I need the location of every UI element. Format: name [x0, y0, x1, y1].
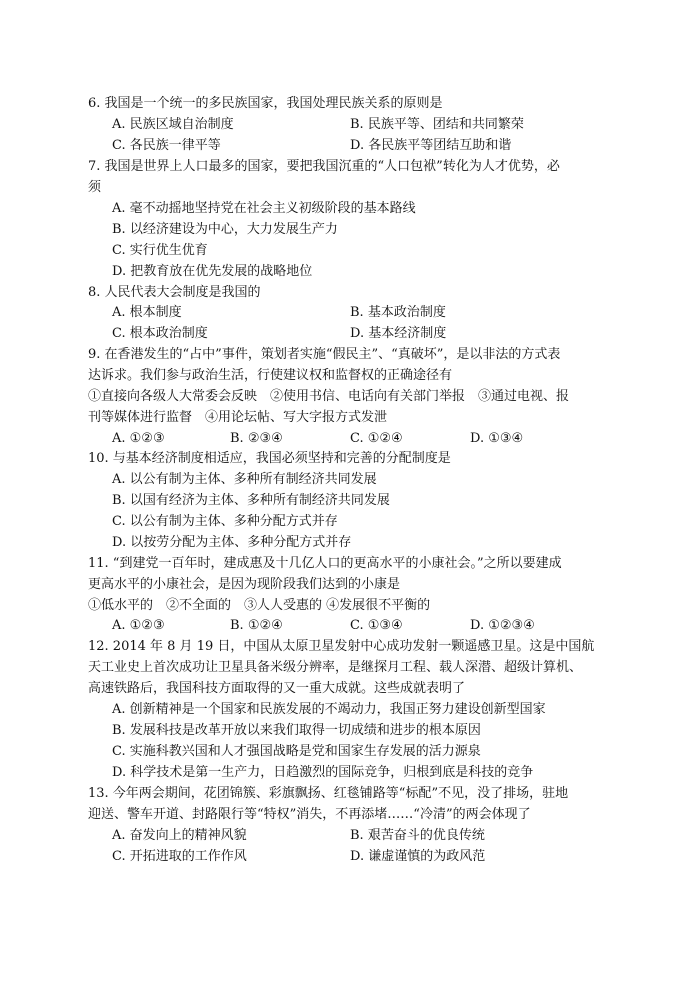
question-13-option-a: A. 奋发向上的精神风貌	[112, 828, 247, 843]
question-12-stem-line-3: 高速铁路后，我国科技方面取得的又一重大成就。这些成就表明了	[88, 681, 466, 696]
question-9-option-c: C. ①②④	[350, 431, 403, 446]
question-7-option-d: D. 把教育放在优先发展的战略地位	[112, 264, 313, 279]
question-11-stem-line-3: ①低水平的 ②不全面的 ③人人受惠的 ④发展很不平衡的	[88, 598, 431, 613]
question-12-stem-line-1: 12. 2014 年 8 月 19 日，中国从太原卫星发射中心成功发射一颗遥感卫星。这是中国航	[88, 639, 595, 654]
question-8-option-c: C. 根本政治制度	[112, 326, 208, 341]
question-11-option-d: D. ①②③④	[470, 618, 535, 633]
question-13-stem-line-1: 13. 今年两会期间，花团锦簇、彩旗飘扬、红毯铺路等“标配”不见，没了排场，驻地	[88, 786, 569, 801]
question-6-option-c: C. 各民族一律平等	[112, 138, 221, 153]
question-12-option-d: D. 科学技术是第一生产力，日趋激烈的国际竞争，归根到底是科技的竞争	[112, 765, 534, 780]
question-11-stem-line-1: 11. “到建党一百年时，建成惠及十几亿人口的更高水平的小康社会。”之所以要建成	[88, 556, 562, 571]
question-9-stem-line-3: ①直接向各级人大常委会反映 ②使用书信、电话向有关部门举报 ③通过电视、报	[88, 389, 570, 404]
question-11-option-b: B. ①②④	[230, 618, 283, 633]
question-9-option-b: B. ②③④	[230, 431, 283, 446]
question-11-stem-line-2: 更高水平的小康社会，是因为现阶段我们达到的小康是	[88, 577, 401, 592]
question-12-option-a: A. 创新精神是一个国家和民族发展的不竭动力，我国正努力建设创新型国家	[112, 702, 546, 717]
question-12-option-b: B. 发展科技是改革开放以来我们取得一切成绩和进步的根本原因	[112, 723, 481, 738]
question-13-option-c: C. 开拓进取的工作作风	[112, 849, 247, 864]
question-12-option-c: C. 实施科教兴国和人才强国战略是党和国家生存发展的活力源泉	[112, 744, 481, 759]
question-7-option-c: C. 实行优生优育	[112, 243, 208, 258]
question-13-option-b: B. 艰苦奋斗的优良传统	[350, 828, 485, 843]
question-10-stem-line-1: 10. 与基本经济制度相适应，我国必须坚持和完善的分配制度是	[88, 451, 451, 466]
question-10-option-b: B. 以国有经济为主体、多种所有制经济共同发展	[112, 493, 390, 508]
question-11-option-c: C. ①③④	[350, 618, 403, 633]
question-9-stem-line-1: 9. 在香港发生的“占中”事件，策划者实施“假民主”、“真破坏”，是以非法的方式表	[88, 347, 561, 362]
question-6-stem-line-1: 6. 我国是一个统一的多民族国家，我国处理民族关系的原则是	[88, 96, 443, 111]
question-7-stem-line-2: 须	[88, 180, 102, 195]
question-6-option-a: A. 民族区域自治制度	[112, 117, 234, 132]
question-9-stem-line-2: 达诉求。我们参与政治生活，行使建议权和监督权的正确途径有	[88, 368, 453, 383]
question-8-option-a: A. 根本制度	[112, 305, 182, 320]
question-8-stem-line-1: 8. 人民代表大会制度是我国的	[88, 285, 261, 300]
question-8-option-b: B. 基本政治制度	[350, 305, 446, 320]
question-9-option-a: A. ①②③	[112, 431, 165, 446]
question-9-stem-line-4: 刊等媒体进行监督 ④用论坛帖、写大字报方式发泄	[88, 410, 388, 425]
question-7-stem-line-1: 7. 我国是世界上人口最多的国家，要把我国沉重的“人口包袱”转化为人才优势，必	[88, 159, 560, 174]
question-6-option-d: D. 各民族平等团结互助和谐	[350, 138, 512, 153]
question-11-option-a: A. ①②③	[112, 618, 165, 633]
question-12-stem-line-2: 天工业史上首次成功让卫星具备米级分辨率，是继探月工程、载人深潜、超级计算机、	[88, 660, 583, 675]
question-6-option-b: B. 民族平等、团结和共同繁荣	[350, 117, 524, 132]
question-10-option-d: D. 以按劳分配为主体、多种分配方式并存	[112, 535, 352, 550]
question-8-option-d: D. 基本经济制度	[350, 326, 447, 341]
question-10-option-a: A. 以公有制为主体、多种所有制经济共同发展	[112, 472, 377, 487]
question-13-stem-line-2: 迎送、警车开道、封路限行等“特权”消失，不再添堵……“冷清”的两会体现了	[88, 807, 531, 822]
question-10-option-c: C. 以公有制为主体、多种分配方式并存	[112, 514, 338, 529]
question-13-option-d: D. 谦虚谨慎的为政风范	[350, 849, 486, 864]
question-7-option-a: A. 毫不动摇地坚持党在社会主义初级阶段的基本路线	[112, 201, 416, 216]
question-9-option-d: D. ①③④	[470, 431, 524, 446]
question-7-option-b: B. 以经济建设为中心，大力发展生产力	[112, 222, 338, 237]
